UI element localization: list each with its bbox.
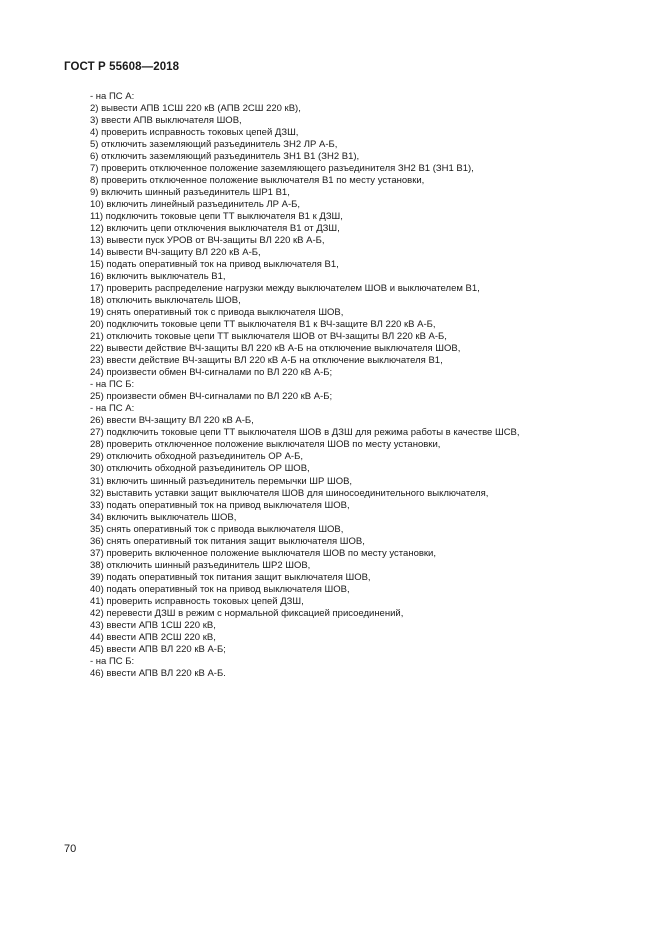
list-item: 16) включить выключатель В1, — [90, 271, 226, 283]
list-item: 36) снять оперативный ток питания защит выключателя ШОВ, — [90, 535, 365, 547]
list-item: 44) ввести АПВ 2СШ 220 кВ, — [90, 631, 216, 643]
list-item: 43) ввести АПВ 1СШ 220 кВ, — [90, 619, 216, 631]
list-item: 19) снять оперативный ток с привода выключателя ШОВ, — [90, 307, 344, 319]
list-item: 35) снять оперативный ток с привода выключателя ШОВ, — [90, 523, 344, 535]
list-item: 30) отключить обходной разъединитель ОР ШОВ, — [90, 463, 310, 475]
list-item: 23) ввести действие ВЧ-защиты ВЛ 220 кВ А-Б на отключение выключателя В1, — [90, 355, 443, 367]
list-item: 42) перевести ДЗШ в режим с нормальной фиксацией присоединений, — [90, 607, 404, 619]
list-item: 17) проверить распределение нагрузки между выключателем ШОВ и выключателем В1, — [90, 283, 480, 295]
list-item: 20) подключить токовые цепи ТТ выключателя В1 к ВЧ-защите ВЛ 220 кВ А-Б, — [90, 319, 436, 331]
list-item: 4) проверить исправность токовых цепей ДЗШ, — [90, 127, 299, 139]
list-item: 29) отключить обходной разъединитель ОР А-Б, — [90, 451, 303, 463]
list-item: 33) подать оперативный ток на привод выключателя ШОВ, — [90, 499, 350, 511]
procedure-list — [90, 91, 520, 680]
list-item: - на ПС А: — [90, 91, 135, 102]
list-item: 22) вывести действие ВЧ-защиты ВЛ 220 кВ А-Б на отключение выключателя ШОВ, — [90, 343, 461, 355]
list-item: 5) отключить заземляющий разъединитель ЗН2 ЛР А-Б, — [90, 139, 338, 151]
list-item: 24) произвести обмен ВЧ-сигналами по ВЛ 220 кВ А-Б; — [90, 367, 333, 379]
list-item: 15) подать оперативный ток на привод выключателя В1, — [90, 259, 339, 271]
list-item: 8) проверить отключенное положение выключателя В1 по месту установки, — [90, 175, 425, 187]
list-item: 40) подать оперативный ток на привод выключателя ШОВ, — [90, 583, 350, 595]
list-item: 11) подключить токовые цепи ТТ выключателя В1 к ДЗШ, — [90, 211, 343, 223]
list-item: 13) вывести пуск УРОВ от ВЧ-защиты ВЛ 220 кВ А-Б, — [90, 235, 325, 247]
list-item: 31) включить шинный разъединитель перемычки ШР ШОВ, — [90, 475, 353, 487]
list-item: 9) включить шинный разъединитель ШР1 В1, — [90, 187, 290, 199]
list-item: 14) вывести ВЧ-защиту ВЛ 220 кВ А-Б, — [90, 247, 261, 259]
list-item: 21) отключить токовые цепи ТТ выключателя ШОВ от ВЧ-защиты ВЛ 220 кВ А-Б, — [90, 331, 447, 343]
list-item: 41) проверить исправность токовых цепей ДЗШ, — [90, 595, 304, 607]
list-item: 25) произвести обмен ВЧ-сигналами по ВЛ 220 кВ А-Б; — [90, 391, 333, 403]
list-item: - на ПС Б: — [90, 655, 135, 667]
list-item: 12) включить цепи отключения выключателя В1 от ДЗШ, — [90, 223, 340, 235]
list-item: - на ПС А: — [90, 403, 135, 415]
page-number: 70 — [64, 843, 77, 855]
list-item: 18) отключить выключатель ШОВ, — [90, 295, 241, 307]
list-item: 28) проверить отключенное положение выключателя ШОВ по месту установки, — [90, 439, 441, 451]
list-item: 37) проверить включенное положение выключателя ШОВ по месту установки, — [90, 547, 437, 559]
list-item: 26) ввести ВЧ-защиту ВЛ 220 кВ А-Б, — [90, 415, 254, 427]
list-item: 3) ввести АПВ выключателя ШОВ, — [90, 115, 242, 127]
list-item: 39) подать оперативный ток питания защит выключателя ШОВ, — [90, 571, 371, 583]
list-item: - на ПС Б: — [90, 379, 135, 391]
list-item: 2) вывести АПВ 1СШ 220 кВ (АПВ 2СШ 220 кВ), — [90, 103, 301, 115]
list-item: 10) включить линейный разъединитель ЛР А-Б, — [90, 199, 300, 211]
list-item: 7) проверить отключенное положение заземляющего разъединителя ЗН2 В1 (ЗН1 В1), — [90, 163, 474, 175]
list-item: 6) отключить заземляющий разъединитель ЗН1 В1 (ЗН2 В1), — [90, 151, 360, 163]
list-item: 38) отключить шинный разъединитель ШР2 ШОВ, — [90, 559, 311, 571]
list-item: 46) ввести АПВ ВЛ 220 кВ А-Б. — [90, 667, 226, 679]
list-item: 34) включить выключатель ШОВ, — [90, 511, 237, 523]
document-header: ГОСТ Р 55608—2018 — [64, 61, 180, 73]
list-item: 45) ввести АПВ ВЛ 220 кВ А-Б; — [90, 643, 226, 655]
list-item: 27) подключить токовые цепи ТТ выключателя ШОВ в ДЗШ для режима работы в качестве ШСВ, — [90, 427, 520, 439]
list-item: 32) выставить уставки защит выключателя ШОВ для шиносоединительного выключателя, — [90, 487, 489, 499]
